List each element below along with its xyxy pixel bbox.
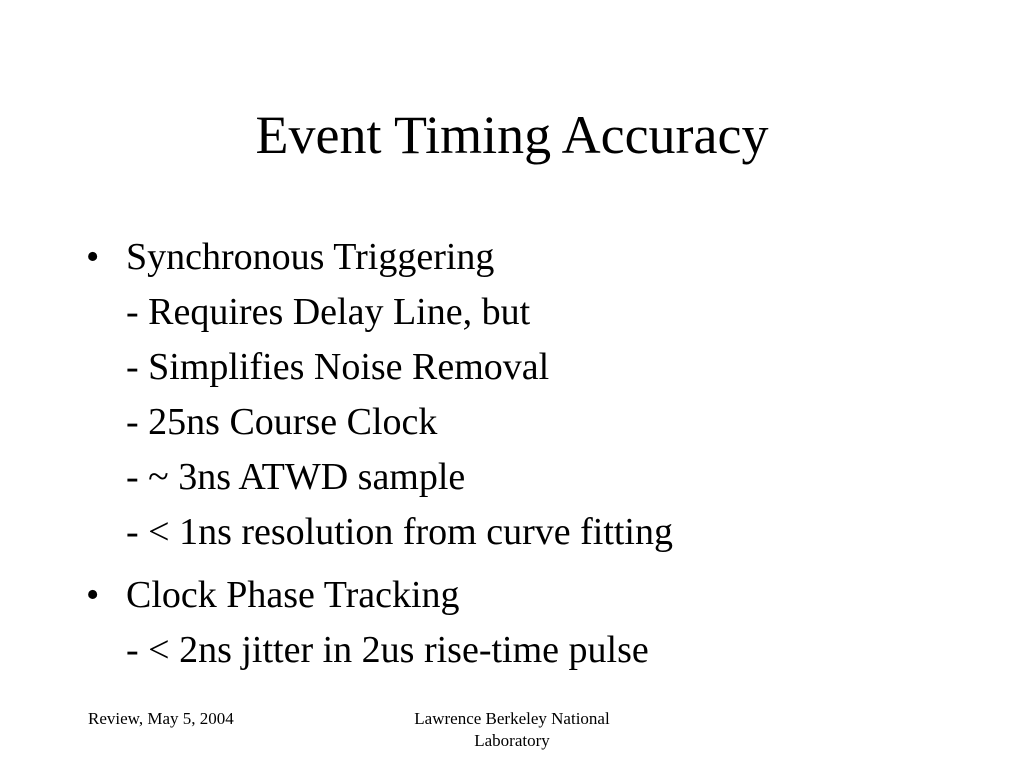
bullet-subline: - Simplifies Noise Removal <box>126 346 550 388</box>
bullet-dot-icon: • <box>86 236 100 278</box>
bullet-item-clock-phase-tracking <box>86 568 986 678</box>
footer-organization-line2: Laboratory <box>474 731 550 750</box>
footer-organization <box>380 708 644 752</box>
bullet-dot-icon: • <box>86 574 100 616</box>
bullet-subline: - Requires Delay Line, but <box>126 291 531 333</box>
bullet-subline: - 25ns Course Clock <box>126 401 438 443</box>
bullet-heading: Clock Phase Tracking <box>126 574 460 616</box>
bullet-heading: Synchronous Triggering <box>126 236 495 278</box>
footer-date: Review, May 5, 2004 <box>88 709 234 728</box>
bullet-subline: - < 1ns resolution from curve fitting <box>126 511 673 553</box>
slide-title: Event Timing Accuracy <box>255 105 769 165</box>
bullet-item-synchronous-triggering <box>86 230 986 560</box>
footer-organization-line1: Lawrence Berkeley National <box>414 709 610 728</box>
bullet-subline: - < 2ns jitter in 2us rise-time pulse <box>126 629 649 671</box>
bullet-list <box>86 230 986 686</box>
bullet-subline: - ~ 3ns ATWD sample <box>126 456 466 498</box>
